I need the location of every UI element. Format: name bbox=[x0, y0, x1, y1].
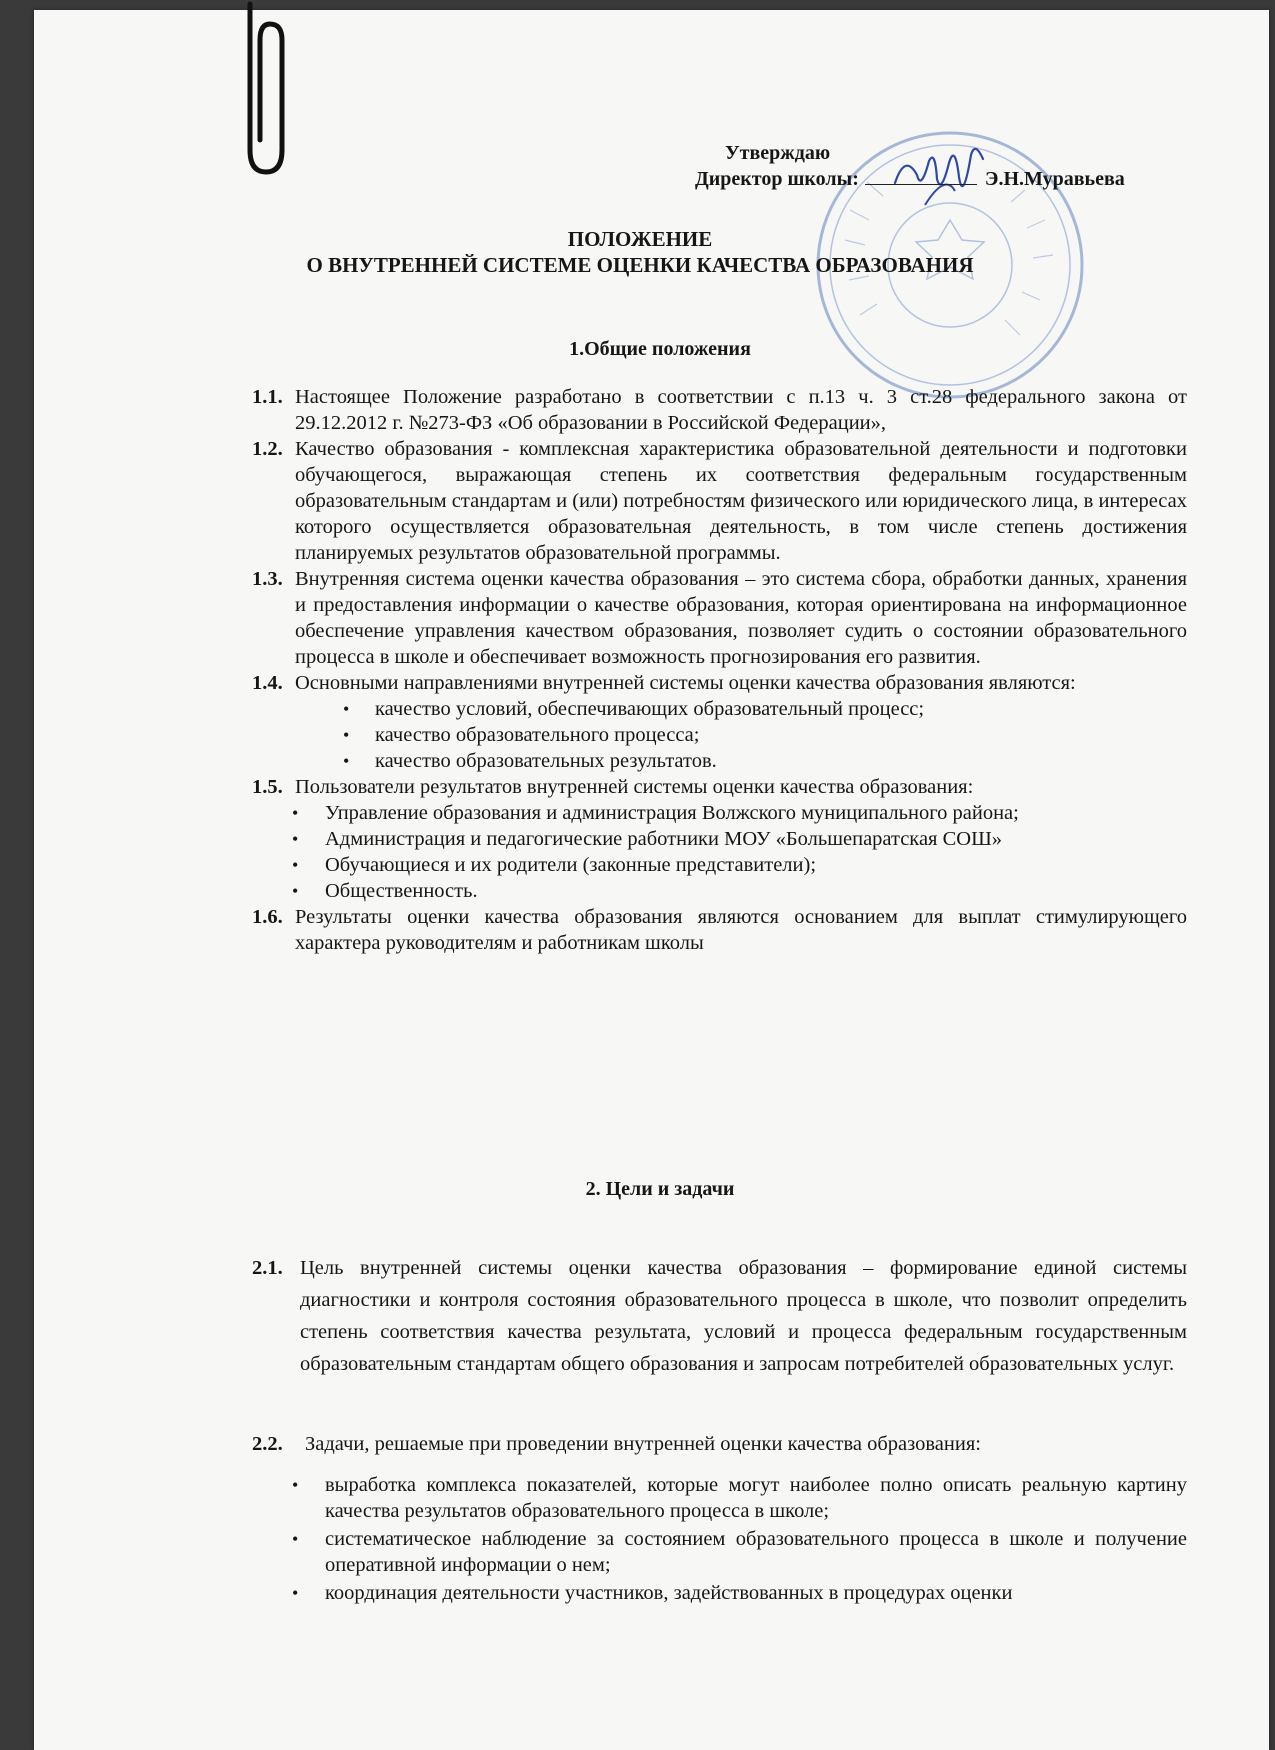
title-line-2: О ВНУТРЕННЕЙ СИСТЕМЕ ОЦЕНКИ КАЧЕСТВА ОБРАЗОВАНИЯ bbox=[306, 253, 974, 277]
section-1-heading: 1.Общие положения bbox=[569, 338, 751, 360]
list-item: • качество условий, обеспечивающих образовательный процесс; bbox=[295, 696, 1187, 722]
clause-number: 1.1. bbox=[252, 386, 283, 408]
clause-number: 1.4. bbox=[252, 672, 283, 694]
document-title bbox=[230, 226, 1050, 278]
tasks-list bbox=[290, 1472, 1187, 1608]
clause-number: 1.6. bbox=[252, 906, 283, 928]
clause-text: Внутренняя система оценки качества образования – это система сбора, обработки данных, хранения и предоставления информации о качестве образования, которая ориентирована на информационное обеспечение управления качеством образования, позволяет судить о состоянии образовательного процесса в школе и обеспечивает возможность прогнозирования его развития. bbox=[295, 568, 1187, 668]
clause-1-2 bbox=[252, 436, 1187, 566]
list-item: • Администрация и педагогические работники МОУ «Большепаратская СОШ» bbox=[252, 826, 1187, 852]
section-2-body bbox=[252, 1252, 1187, 1380]
clause-number: 2.2. bbox=[252, 1433, 283, 1455]
clause-text: Настоящее Положение разработано в соответствии с п.13 ч. 3 ст.28 федерального закона от 29.12.2012 г. №273-ФЗ «Об образовании в Российской Федерации», bbox=[295, 386, 1187, 434]
approve-word: Утверждаю bbox=[725, 142, 831, 164]
section-2-tasks bbox=[252, 1428, 1187, 1460]
clause-1-3 bbox=[252, 566, 1187, 670]
clause-number: 2.1. bbox=[252, 1257, 283, 1279]
title-line-1: ПОЛОЖЕНИЕ bbox=[567, 227, 713, 251]
list-item: • Управление образования и администрация Волжского муниципального района; bbox=[252, 800, 1187, 826]
clause-text: Пользователи результатов внутренней системы оценки качества образования: bbox=[295, 776, 974, 798]
clause-2-1 bbox=[252, 1252, 1187, 1380]
list-item: • координация деятельности участников, задействованных в процедурах оценки bbox=[290, 1580, 1187, 1606]
clause-text: Цель внутренней системы оценки качества образования – формирование единой системы диагностики и контроля состояния образовательного процесса в школе, что позволит определить степень соответствия качества результата, условий и процесса федеральным государственным образовательным стандартам общего образования и запросам потребителей образовательных услуг. bbox=[300, 1257, 1187, 1375]
list-item: • систематическое наблюдение за состоянием образовательного процесса в школе и получение оперативной информации о нем; bbox=[290, 1526, 1187, 1578]
clause-text: Задачи, решаемые при проведении внутренней оценки качества образования: bbox=[305, 1433, 981, 1455]
clause-1-4 bbox=[252, 670, 1187, 774]
clause-2-2 bbox=[252, 1428, 1187, 1460]
list-item: • качество образовательного процесса; bbox=[295, 722, 1187, 748]
clause-text: Основными направлениями внутренней системы оценки качества образования являются: bbox=[295, 672, 1076, 694]
director-line bbox=[695, 168, 1125, 191]
list-item: • Общественность. bbox=[252, 878, 1187, 904]
clause-1-1 bbox=[252, 384, 1187, 436]
section-2-heading: 2. Цели и задачи bbox=[585, 1178, 735, 1200]
section-1-body bbox=[252, 384, 1187, 956]
clause-1-5-list bbox=[295, 800, 1187, 904]
clause-text: Результаты оценки качества образования являются основанием для выплат стимулирующего характера руководителям и работникам школы bbox=[295, 906, 1187, 954]
list-item: • выработка комплекса показателей, которые могут наиболее полно описать реальную картину качества результатов образовательного процесса в школе; bbox=[290, 1472, 1187, 1524]
director-name: Э.Н.Муравьева bbox=[984, 168, 1125, 190]
clause-number: 1.5. bbox=[252, 776, 283, 798]
list-item: • качество образовательных результатов. bbox=[295, 748, 1187, 774]
director-label: Директор школы: bbox=[695, 168, 859, 190]
clause-1-4-list bbox=[295, 696, 1187, 774]
paper-clip bbox=[228, 0, 288, 180]
signature-line bbox=[865, 184, 977, 185]
list-item: • Обучающиеся и их родители (законные представители); bbox=[252, 852, 1187, 878]
clause-number: 1.3. bbox=[252, 568, 283, 590]
clause-1-5 bbox=[252, 774, 1187, 904]
clause-1-6 bbox=[252, 904, 1187, 956]
clause-number: 1.2. bbox=[252, 438, 283, 460]
clause-text: Качество образования - комплексная характеристика образовательной деятельности и подготовки обучающегося, выражающая степень их соответствия федеральным государственным образовательным стандартам и (или) потребностям физического или юридического лица, в интересах которого осуществляется образовательная деятельность, в том числе степень достижения планируемых результатов образовательной программы. bbox=[295, 438, 1187, 564]
